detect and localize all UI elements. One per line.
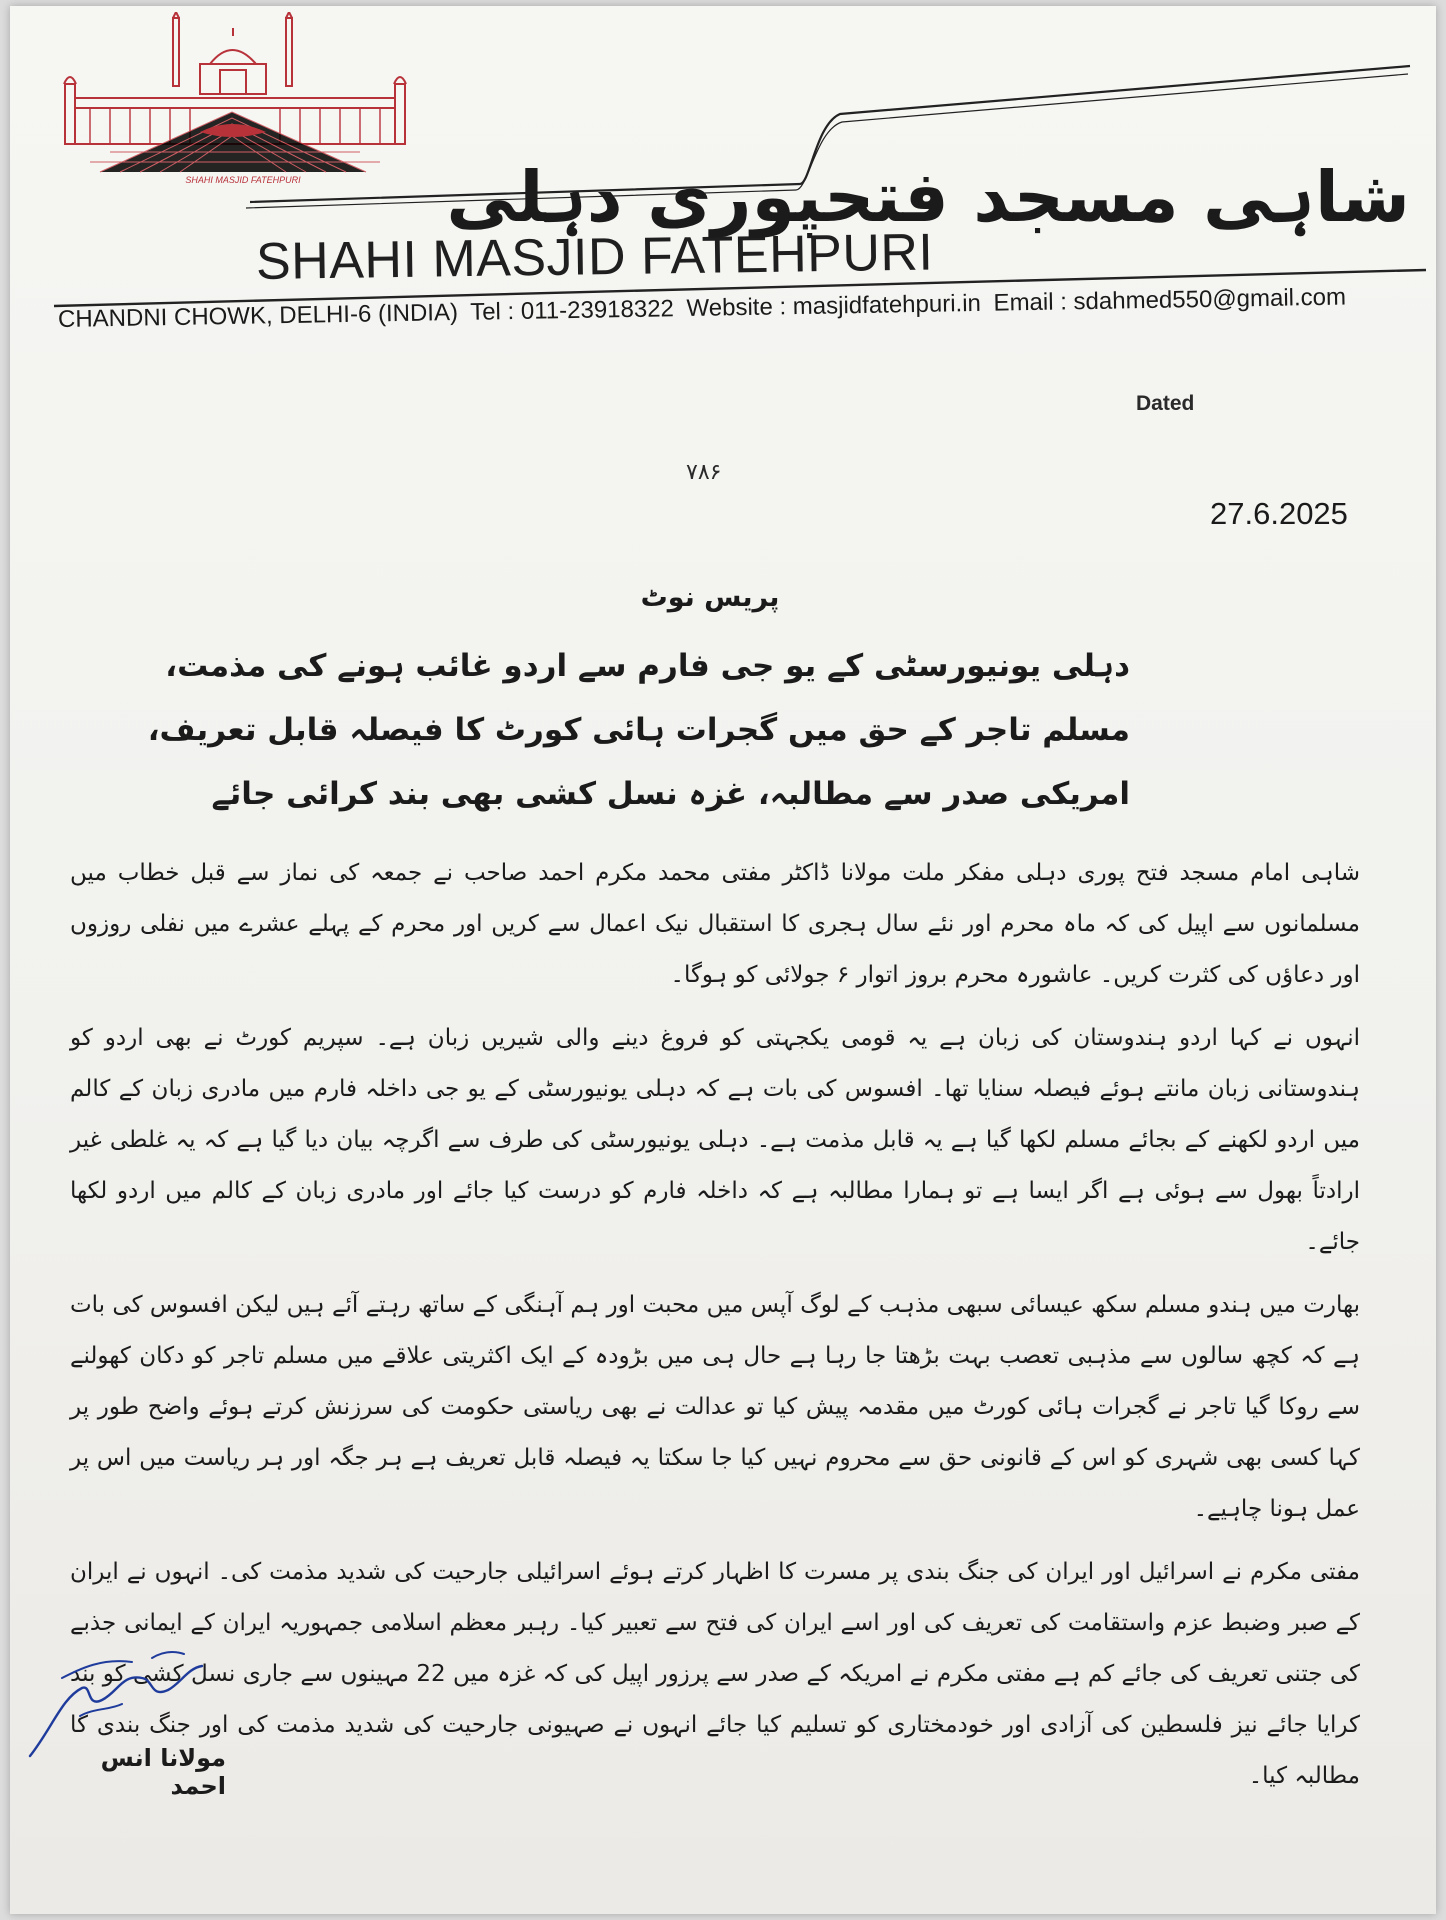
headline: دہلی یونیورسٹی کے یو جی فارم سے اردو غائب ہونے کی مذمت، — [165, 648, 1130, 684]
body-paragraph: بھارت میں ہندو مسلم سکھ عیسائی سبھی مذہب کے لوگ آپس میں محبت اور ہم آہنگی کے ساتھ رہتے آئے ہیں لیکن افسوس کی بات ہے کہ کچھ سالوں سے مذہبی تعصب بہت بڑھتا جا رہا ہے حال ہی میں بڑودہ کے ایک اکثریتی علاقے میں مسلم تاجر کو دکان کھولنے سے روکا گیا تاجر نے گجرات ہائی کورٹ میں مقدمہ پیش کیا تو عدالت نے بھی ریاستی حکومت کی سرزنش کرتے ہوئے واضح طور پر کہا کسی بھی شہری کو اس کے قانونی حق سے محروم نہیں کیا جا سکتا یہ فیصلہ قابل تعریف ہے ہر جگہ اور ہر ریاست میں اس پر عمل ہونا چاہیے۔ — [70, 1292, 1361, 1522]
mosque-logo — [60, 12, 420, 184]
signatory-name: مولانا انس احمد — [100, 1744, 226, 1800]
letter-page — [10, 6, 1436, 1914]
letter-body — [70, 848, 1360, 1814]
body-paragraph: انہوں نے کہا اردو ہندوستان کی زبان ہے یہ قومی یکجہتی کو فروغ دینے والی شیریں زبان ہے۔ سپریم کورٹ نے بھی اردو کو ہندوستانی زبان مانتے ہوئے فیصلہ سنایا تھا۔ افسوس کی بات ہے کہ دہلی یونیورسٹی کے یو جی داخلہ فارم میں مادری زبان کے کالم میں اردو لکھنے کے بجائے مسلم لکھا گیا ہے یہ قابل مذمت ہے۔ دہلی یونیورسٹی کی طرف سے اگرچہ بیان دیا گیا ہے کہ یہ غلطی غیر ارادتاً بھول سے ہوئی ہے اگر ایسا ہے تو ہمارا مطالبہ ہے کہ داخلہ فارم کو درست کیا جائے اور مادری زبان کے کالم میں اردو لکھا جائے۔ — [70, 1025, 1360, 1255]
telephone: Tel : 011-23918322 — [469, 295, 675, 326]
reference-number: ۷۸۶ — [686, 460, 722, 485]
headline: امریکی صدر سے مطالبہ، غزہ نسل کشی بھی بند کرائی جائے — [211, 776, 1130, 812]
organization-name-urdu: شاہی مسجد فتحپوری دہلی — [446, 156, 1410, 238]
headlines — [147, 634, 1130, 826]
dated-label: Dated — [1136, 392, 1195, 415]
press-note-label: پریس نوٹ — [640, 582, 780, 613]
body-paragraph: شاہی امام مسجد فتح پوری دہلی مفکر ملت مولانا ڈاکٹر مفتی محمد مکرم احمد صاحب نے جمعہ کی نماز سے قبل خطاب میں مسلمانوں سے اپیل کی کہ ماہ محرم اور نئے سال ہجری کا استقبال نیک اعمال سے کریں اور محرم کے پہلے عشرے میں نفلی روزوں اور دعاؤں کی کثرت کریں۔ عاشورہ محرم بروز اتوار ۶ جولائی کو ہوگا۔ — [70, 860, 1360, 988]
email: Email : sdahmed550@gmail.com — [993, 283, 1347, 317]
website: Website : masjidfatehpuri.in — [686, 289, 982, 323]
headline: مسلم تاجر کے حق میں گجرات ہائی کورٹ کا فیصلہ قابل تعریف، — [147, 712, 1130, 748]
address: CHANDNI CHOWK, DELHI-6 (INDIA) — [57, 299, 459, 333]
organization-name-english: SHAHI MASJID FATEHPURI — [255, 223, 934, 291]
letter-date: 27.6.2025 — [1210, 496, 1348, 531]
body-paragraph: مفتی مکرم نے اسرائیل اور ایران کی جنگ بندی پر مسرت کا اظہار کرتے ہوئے اسرائیلی جارحیت کی شدید مذمت کی۔ انہوں نے ایران کے صبر وضبط عزم واستقامت کی تعریف کی اور اسے ایران کی فتح سے تعبیر کیا۔ رہبر معظم اسلامی جمہوریہ ایران کے ایمانی جذبے کی جتنی تعریف کی جائے کم ہے مفتی مکرم نے امریکہ کے صدر سے پرزور اپیل کی کہ غزہ میں 22 مہینوں سے جاری نسل کشی کو بند کرایا جائے نیز فلسطین کی آزادی اور خودمختاری کو تسلیم کیا جائے انہوں نے صہیونی جارحیت کی شدید مذمت کی اور جنگ بندی کا مطالبہ کیا۔ — [70, 1559, 1360, 1789]
logo-caption: SHAHI MASJID FATEHPURI — [185, 175, 301, 184]
